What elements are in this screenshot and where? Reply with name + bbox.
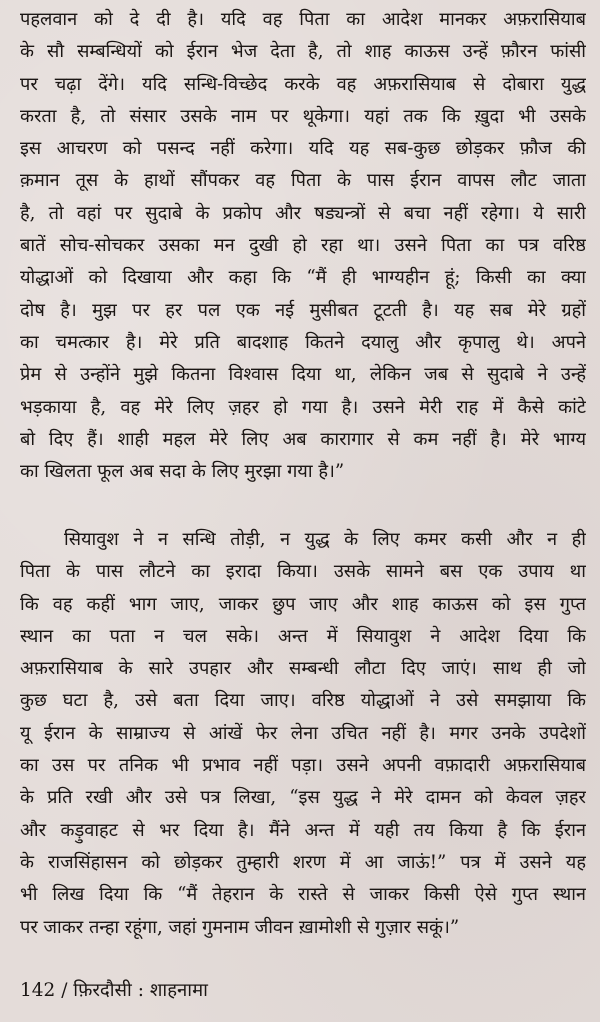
text-line: पिता के पास लौटने का इरादा किया। उसके सामने बस एक उपाय था bbox=[20, 561, 586, 583]
text-line: अफ़रासियाब के सारे उपहार और सम्बन्धी लौटा दिए जाएं। साथ ही जो bbox=[20, 658, 586, 680]
text-line: प्रेम से उन्होंने मुझे कितना विश्वास दिया था, लेकिन जब से सुदाबे ने उन्हें bbox=[20, 364, 586, 386]
text-line: बो दिए हैं। शाही महल मेरे लिए अब कारागार से कम नहीं है। मेरे भाग्य bbox=[20, 428, 586, 450]
text-line: भी लिख दिया कि “मैं तेहरान के रास्ते से जाकर किसी ऐसे गुप्त स्थान bbox=[20, 884, 586, 906]
text-line: भड़काया है, वह मेरे लिए ज़हर हो गया है। उसने मेरी राह में कैसे कांटे bbox=[20, 396, 586, 418]
text-line: इस आचरण को पसन्द नहीं करेगा। यदि यह सब-कुछ छोड़कर फ़ौज की bbox=[20, 138, 586, 160]
text-line: कि वह कहीं भाग जाए, जाकर छुप जाए और शाह काऊस को इस गुप्त bbox=[20, 593, 586, 615]
text-line: के सौ सम्बन्धियों को ईरान भेज देता है, तो शाह काऊस उन्हें फ़ौरन फांसी bbox=[20, 41, 586, 63]
text-line: के प्रति रखी और उसे पत्र लिखा, “इस युद्ध ने मेरे दामन को केवल ज़हर bbox=[20, 787, 586, 809]
text-line: का चमत्कार है। मेरे प्रति बादशाह कितने दयालु और कृपालु थे। अपने bbox=[20, 331, 586, 353]
text-line: क़मान तूस के हाथों सौंपकर वह पिता के पास ईरान वापस लौट जाता bbox=[20, 170, 586, 192]
text-line: करता है, तो संसार उसके नाम पर थूकेगा। यहां तक कि ख़ुदा भी उसके bbox=[20, 105, 586, 127]
text-line: पर जाकर तन्हा रहूंगा, जहां गुमनाम जीवन ख़ामोशी से गुज़ार सकूं।” bbox=[20, 916, 460, 938]
text-line: यू ईरान के साम्राज्य से आंखें फेर लेना उचित नहीं है। मगर उनके उपदेशों bbox=[20, 722, 586, 744]
text-line: का उस पर तनिक भी प्रभाव नहीं पड़ा। उसने अपनी वफ़ादारी अफ़रासियाब bbox=[20, 755, 586, 777]
page-footer: 142 / फ़िरदौसी : शाहनामा bbox=[20, 980, 208, 1001]
text-line: योद्धाओं को दिखाया और कहा कि “मैं ही भाग्यहीन हूं; किसी का क्या bbox=[20, 267, 586, 289]
paragraph-1 bbox=[20, 4, 586, 488]
text-line: दोष है। मुझ पर हर पल एक नई मुसीबत टूटती है। यह सब मेरे ग्रहों bbox=[20, 299, 586, 321]
text-line: पर चढ़ा देंगे। यदि सन्धि-विच्छेद करके वह अफ़रासियाब से दोबारा युद्ध bbox=[20, 73, 586, 95]
text-line: स्थान का पता न चल सके। अन्त में सियावुश ने आदेश दिया कि bbox=[20, 625, 586, 647]
text-line: पहलवान को दे दी है। यदि वह पिता का आदेश मानकर अफ़रासियाब bbox=[20, 9, 586, 30]
text-line: बातें सोच-सोचकर उसका मन दुखी हो रहा था। उसने पिता का पत्र वरिष्ठ bbox=[20, 235, 586, 257]
text-line: और कड़ुवाहट से भर दिया है। मैंने अन्त में यही तय किया है कि ईरान bbox=[20, 819, 586, 841]
text-line: सियावुश ने न सन्धि तोड़ी, न युद्ध के लिए कमर कसी और न ही bbox=[64, 529, 586, 550]
text-line: कुछ घटा है, उसे बता दिया जाए। वरिष्ठ योद्धाओं ने उसे समझाया कि bbox=[20, 690, 586, 712]
text-line: है, तो वहां पर सुदाबे के प्रकोप और षड्यन्त्रों से बचा नहीं रहेगा। ये सारी bbox=[20, 202, 586, 224]
paragraph-2 bbox=[20, 524, 586, 944]
text-line: के राजसिंहासन को छोड़कर तुम्हारी शरण में आ जाऊं!” पत्र में उसने यह bbox=[20, 851, 586, 873]
text-line: का खिलता फूल अब सदा के लिए मुरझा गया है।” bbox=[20, 461, 345, 483]
